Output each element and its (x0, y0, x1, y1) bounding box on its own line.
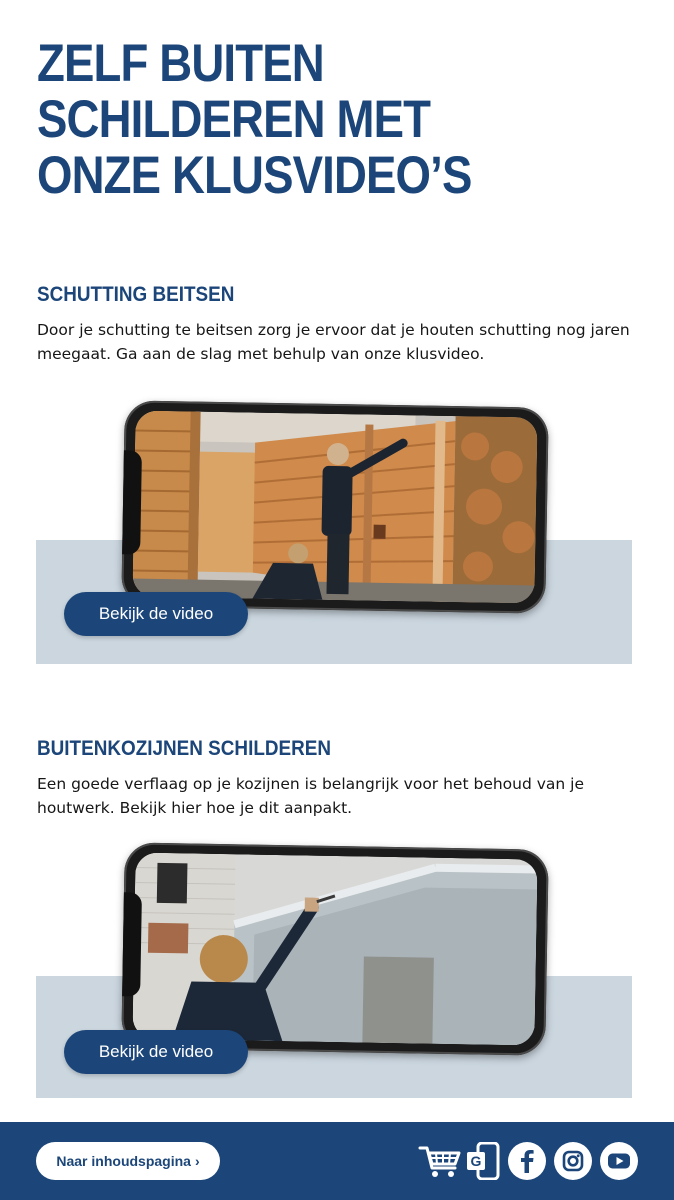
facebook-icon[interactable] (508, 1142, 546, 1180)
video-still-kozijnen (132, 853, 537, 1046)
youtube-icon[interactable] (600, 1142, 638, 1180)
section-text-schutting: Door je schutting te beitsen zorg je ervoor dat je houten schutting nog jaren meegaat. Ga aan de slag met behulp van onze klusvideo. (37, 321, 630, 363)
phone-notch (122, 892, 142, 996)
section-heading-kozijnen: BUITENKOZIJNEN SCHILDEREN (37, 737, 332, 760)
video-thumbnail-kozijnen[interactable] (121, 842, 549, 1055)
title-line-2: SCHILDEREN MET (37, 90, 431, 149)
table-of-contents-button[interactable] (36, 1142, 220, 1180)
video-still-schutting (132, 411, 537, 604)
watch-video-button-schutting[interactable]: Bekijk de video (64, 592, 248, 636)
instagram-icon[interactable] (554, 1142, 592, 1180)
phone-notch (122, 450, 142, 554)
chevron-right-icon: › (194, 1153, 200, 1169)
toc-label: Naar inhoudspagina (56, 1153, 191, 1169)
footer-bar (0, 1122, 674, 1200)
title-line-3: ONZE KLUSVIDEO’S (37, 146, 472, 205)
title-line-1: ZELF BUITEN (37, 34, 324, 93)
video-thumbnail-schutting[interactable] (121, 400, 549, 613)
page-title (37, 36, 630, 204)
cart-icon[interactable] (418, 1142, 462, 1180)
svg-text:G: G (470, 1153, 482, 1169)
section-heading-schutting: SCHUTTING BEITSEN (37, 283, 235, 306)
watch-video-button-kozijnen[interactable]: Bekijk de video (64, 1030, 248, 1074)
gamma-app-icon[interactable] (464, 1142, 504, 1180)
section-text-kozijnen: Een goede verflaag op je kozijnen is belangrijk voor het behoud van je houtwerk. Bekijk hier hoe je dit aanpakt. (37, 775, 585, 817)
